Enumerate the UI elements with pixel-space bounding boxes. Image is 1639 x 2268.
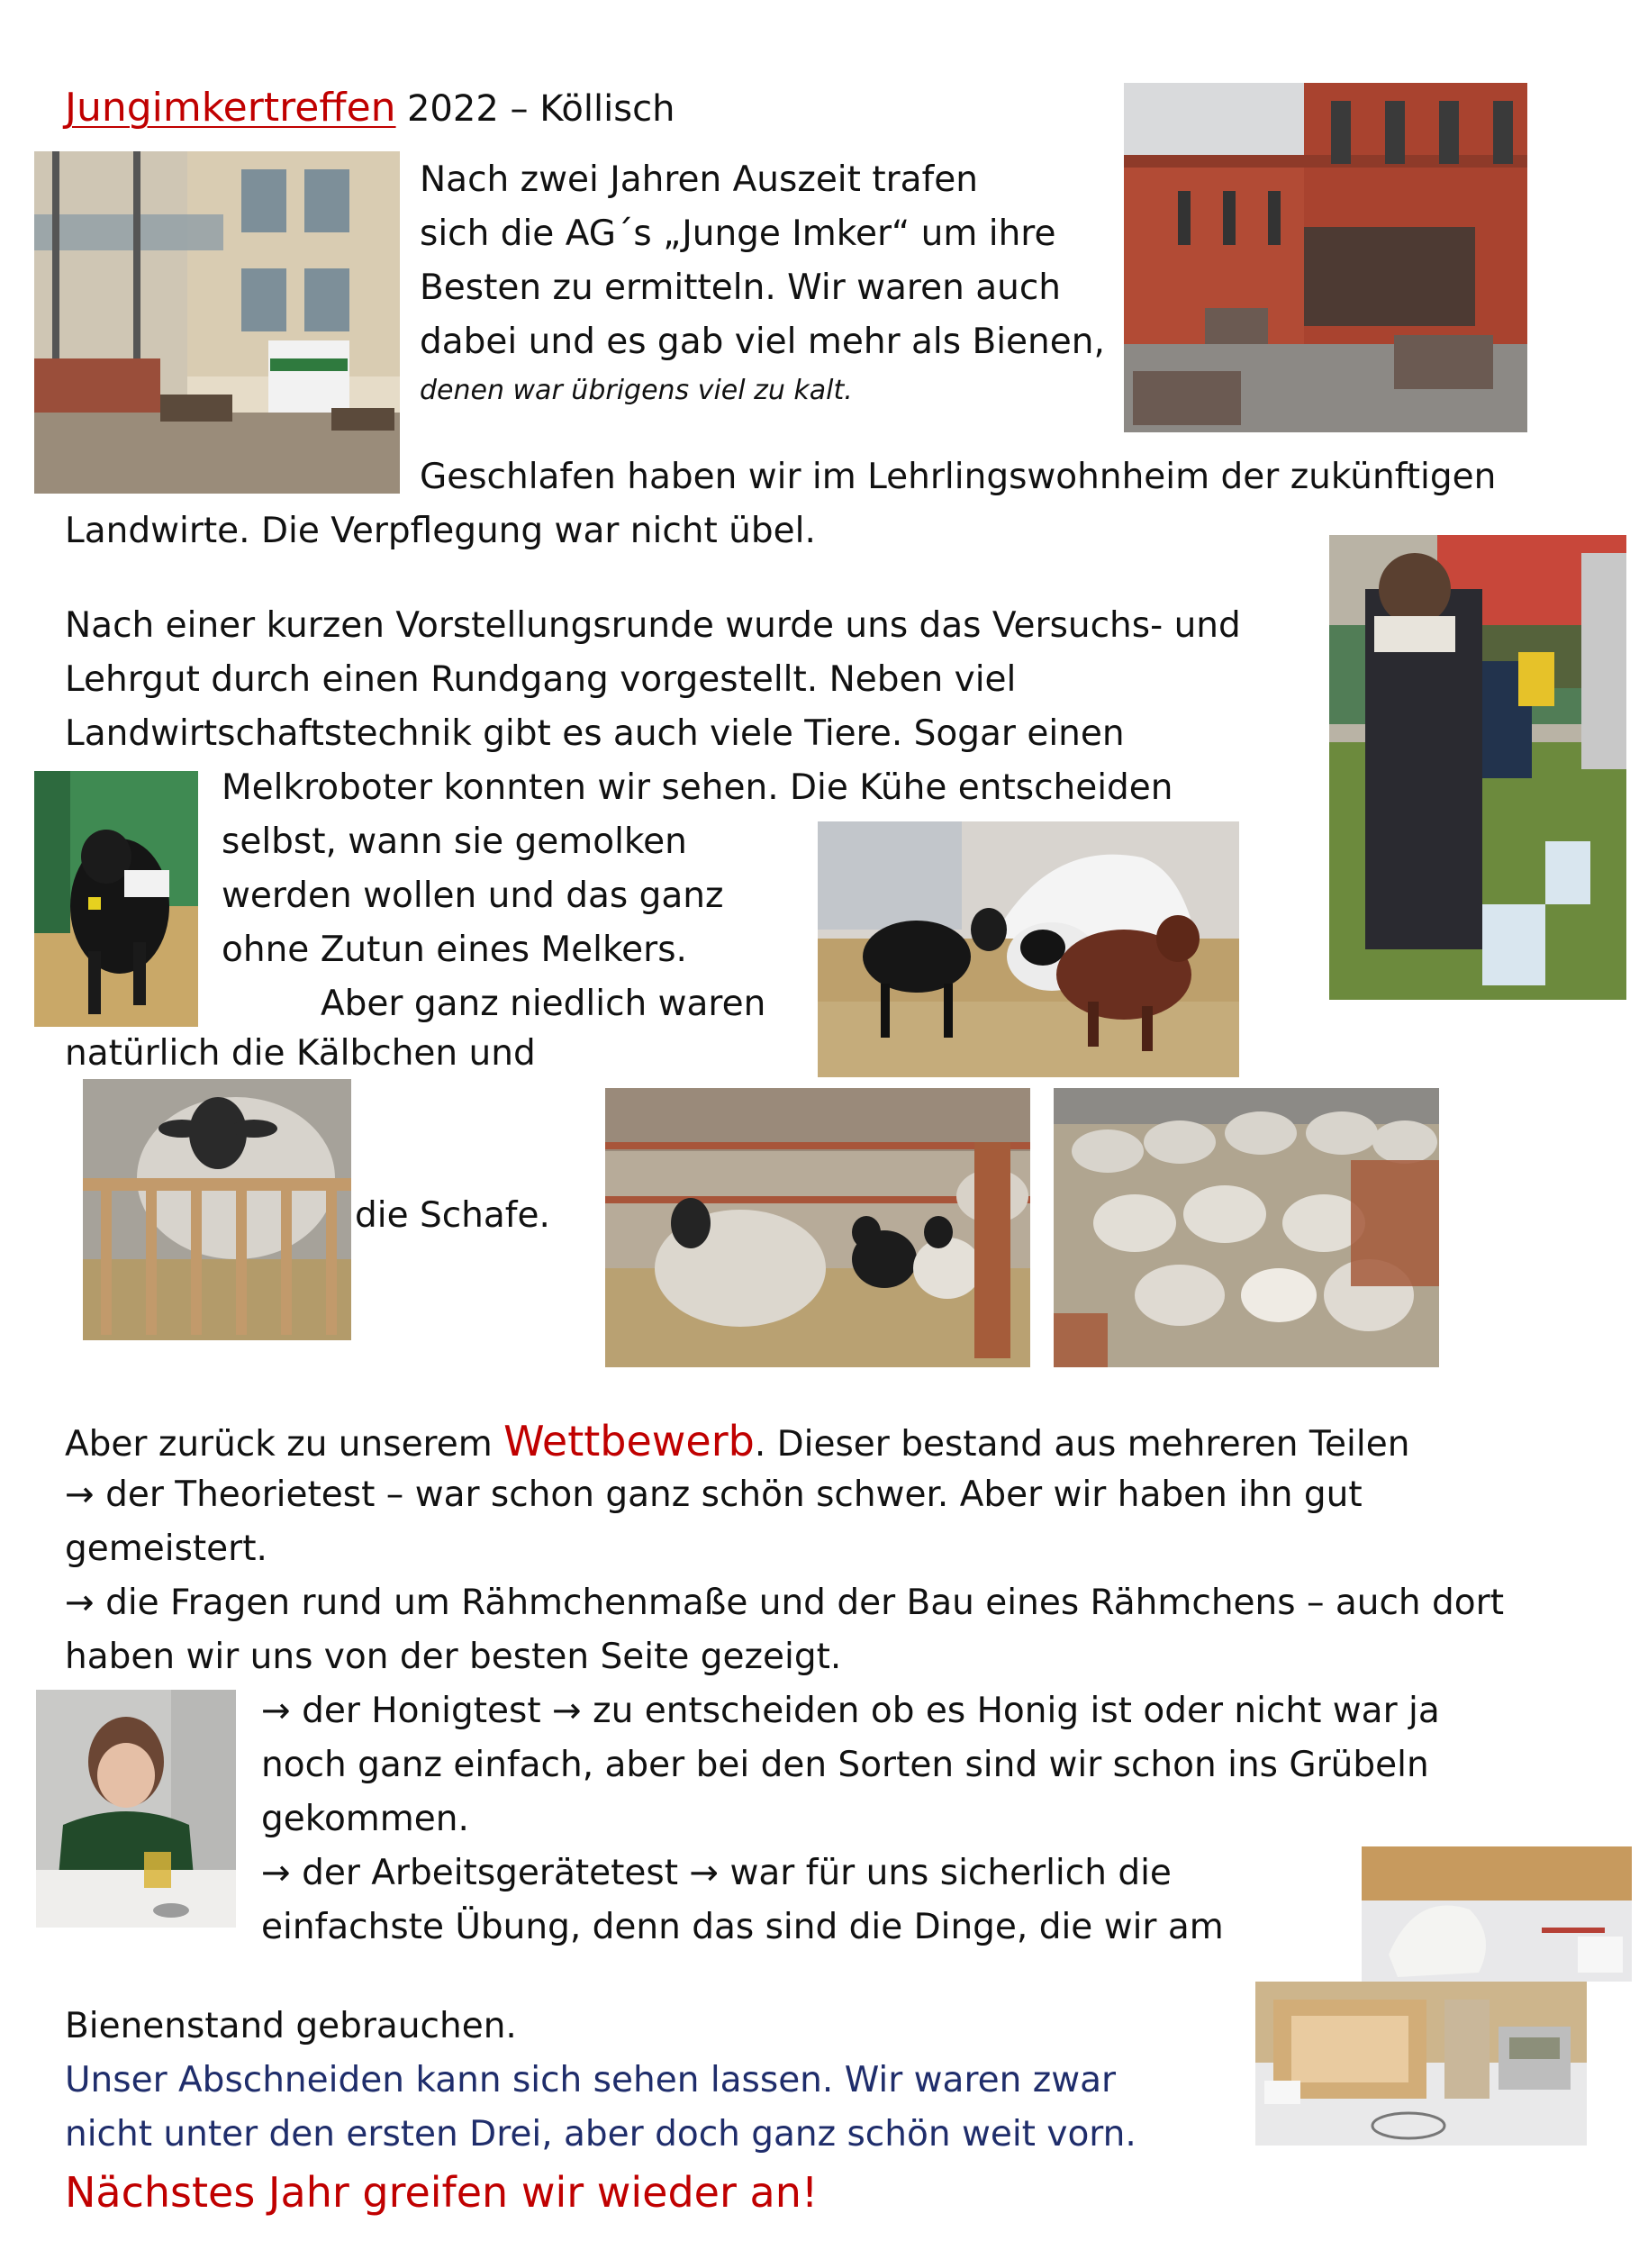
competition-intro-before: Aber zurück zu unserem <box>65 1424 504 1465</box>
competition-line-10: Bienenstand gebrauchen. <box>65 2006 517 2046</box>
competition-line-1: → der Theorietest – war schon ganz schön schwer. Aber wir haben ihn gut <box>65 1474 1363 1515</box>
tour-line-3: Landwirtschaftstechnik gibt es auch viele Tiere. Sogar einen <box>65 713 1125 754</box>
tour-line-5: selbst, wann sie gemolken <box>222 821 687 862</box>
result-line-1: Unser Abschneiden kann sich sehen lassen. Wir waren zwar <box>65 2060 1117 2100</box>
tour-line-1: Nach einer kurzen Vorstellungsrunde wurde uns das Versuchs- und <box>65 605 1241 646</box>
tour-line-2: Lehrgut durch einen Rundgang vorgestellt. Neben viel <box>65 659 1017 700</box>
intro-line-1: Nach zwei Jahren Auszeit trafen <box>420 159 979 200</box>
competition-line-5: → der Honigtest → zu entscheiden ob es Honig ist oder nicht war ja <box>261 1691 1440 1731</box>
tour-line-9: natürlich die Kälbchen und <box>65 1033 536 1074</box>
page-title <box>65 81 675 137</box>
calf-photo <box>34 771 198 1027</box>
competition-line-8: → der Arbeitsgerätetest → war für uns sicherlich die <box>261 1853 1172 1893</box>
lodging-line-1: Geschlafen haben wir im Lehrlingswohnheim der zukünftigen <box>420 457 1497 497</box>
frame-scale-photo <box>1255 1982 1587 2146</box>
tour-line-4: Melkroboter konnten wir sehen. Die Kühe entscheiden <box>222 767 1173 808</box>
competition-line-2: gemeistert. <box>65 1529 267 1569</box>
red-building-photo <box>1124 83 1527 432</box>
result-line-2: nicht unter den ersten Drei, aber doch ganz schön weit vorn. <box>65 2114 1136 2155</box>
sheep-caption: die Schafe. <box>355 1195 550 1236</box>
tour-line-7: ohne Zutun eines Melkers. <box>222 930 687 970</box>
competition-line-6: noch ganz einfach, aber bei den Sorten sind wir schon ins Grübeln <box>261 1745 1429 1785</box>
competition-line-7: gekommen. <box>261 1799 469 1839</box>
competition-line-3: → die Fragen rund um Rähmchenmaße und der Bau eines Rähmchens – auch dort <box>65 1583 1504 1623</box>
title-highlight: Jungimkertreffen <box>65 85 396 131</box>
dormitory-photo <box>34 151 400 494</box>
tour-line-6: werden wollen und das ganz <box>222 875 724 916</box>
competition-line-9: einfachste Übung, denn das sind die Dinge, die wir am <box>261 1907 1224 1947</box>
tools-table-photo <box>1362 1846 1632 1982</box>
title-rest: 2022 – Köllisch <box>406 88 675 130</box>
intro-line-3: Besten zu ermitteln. Wir waren auch <box>420 268 1061 308</box>
sheep-fence-photo <box>83 1079 351 1340</box>
competition-highlight: Wettbewerb <box>503 1417 755 1465</box>
competition-line-4: haben wir uns von der besten Seite gezeigt. <box>65 1637 842 1677</box>
intro-line-4: dabei und es gab viel mehr als Bienen, <box>420 322 1105 362</box>
tour-line-8: Aber ganz niedlich waren <box>321 984 766 1024</box>
intro-small-line: denen war übrigens viel zu kalt. <box>420 375 853 406</box>
competition-intro-after: . Dieser bestand aus mehreren Teilen <box>754 1424 1410 1465</box>
intro-line-2: sich die AG´s „Junge Imker“ um ihre <box>420 213 1056 254</box>
ewe-lambs-photo <box>605 1088 1030 1367</box>
calves-photo <box>818 821 1239 1077</box>
sheep-flock-photo <box>1054 1088 1439 1367</box>
honey-test-photo <box>36 1690 236 1928</box>
competition-intro <box>65 1414 1409 1472</box>
girl-with-child-photo <box>1329 535 1626 1000</box>
lodging-line-2: Landwirte. Die Verpflegung war nicht übel. <box>65 511 816 551</box>
closing-line: Nächstes Jahr greifen wir wieder an! <box>65 2168 819 2217</box>
